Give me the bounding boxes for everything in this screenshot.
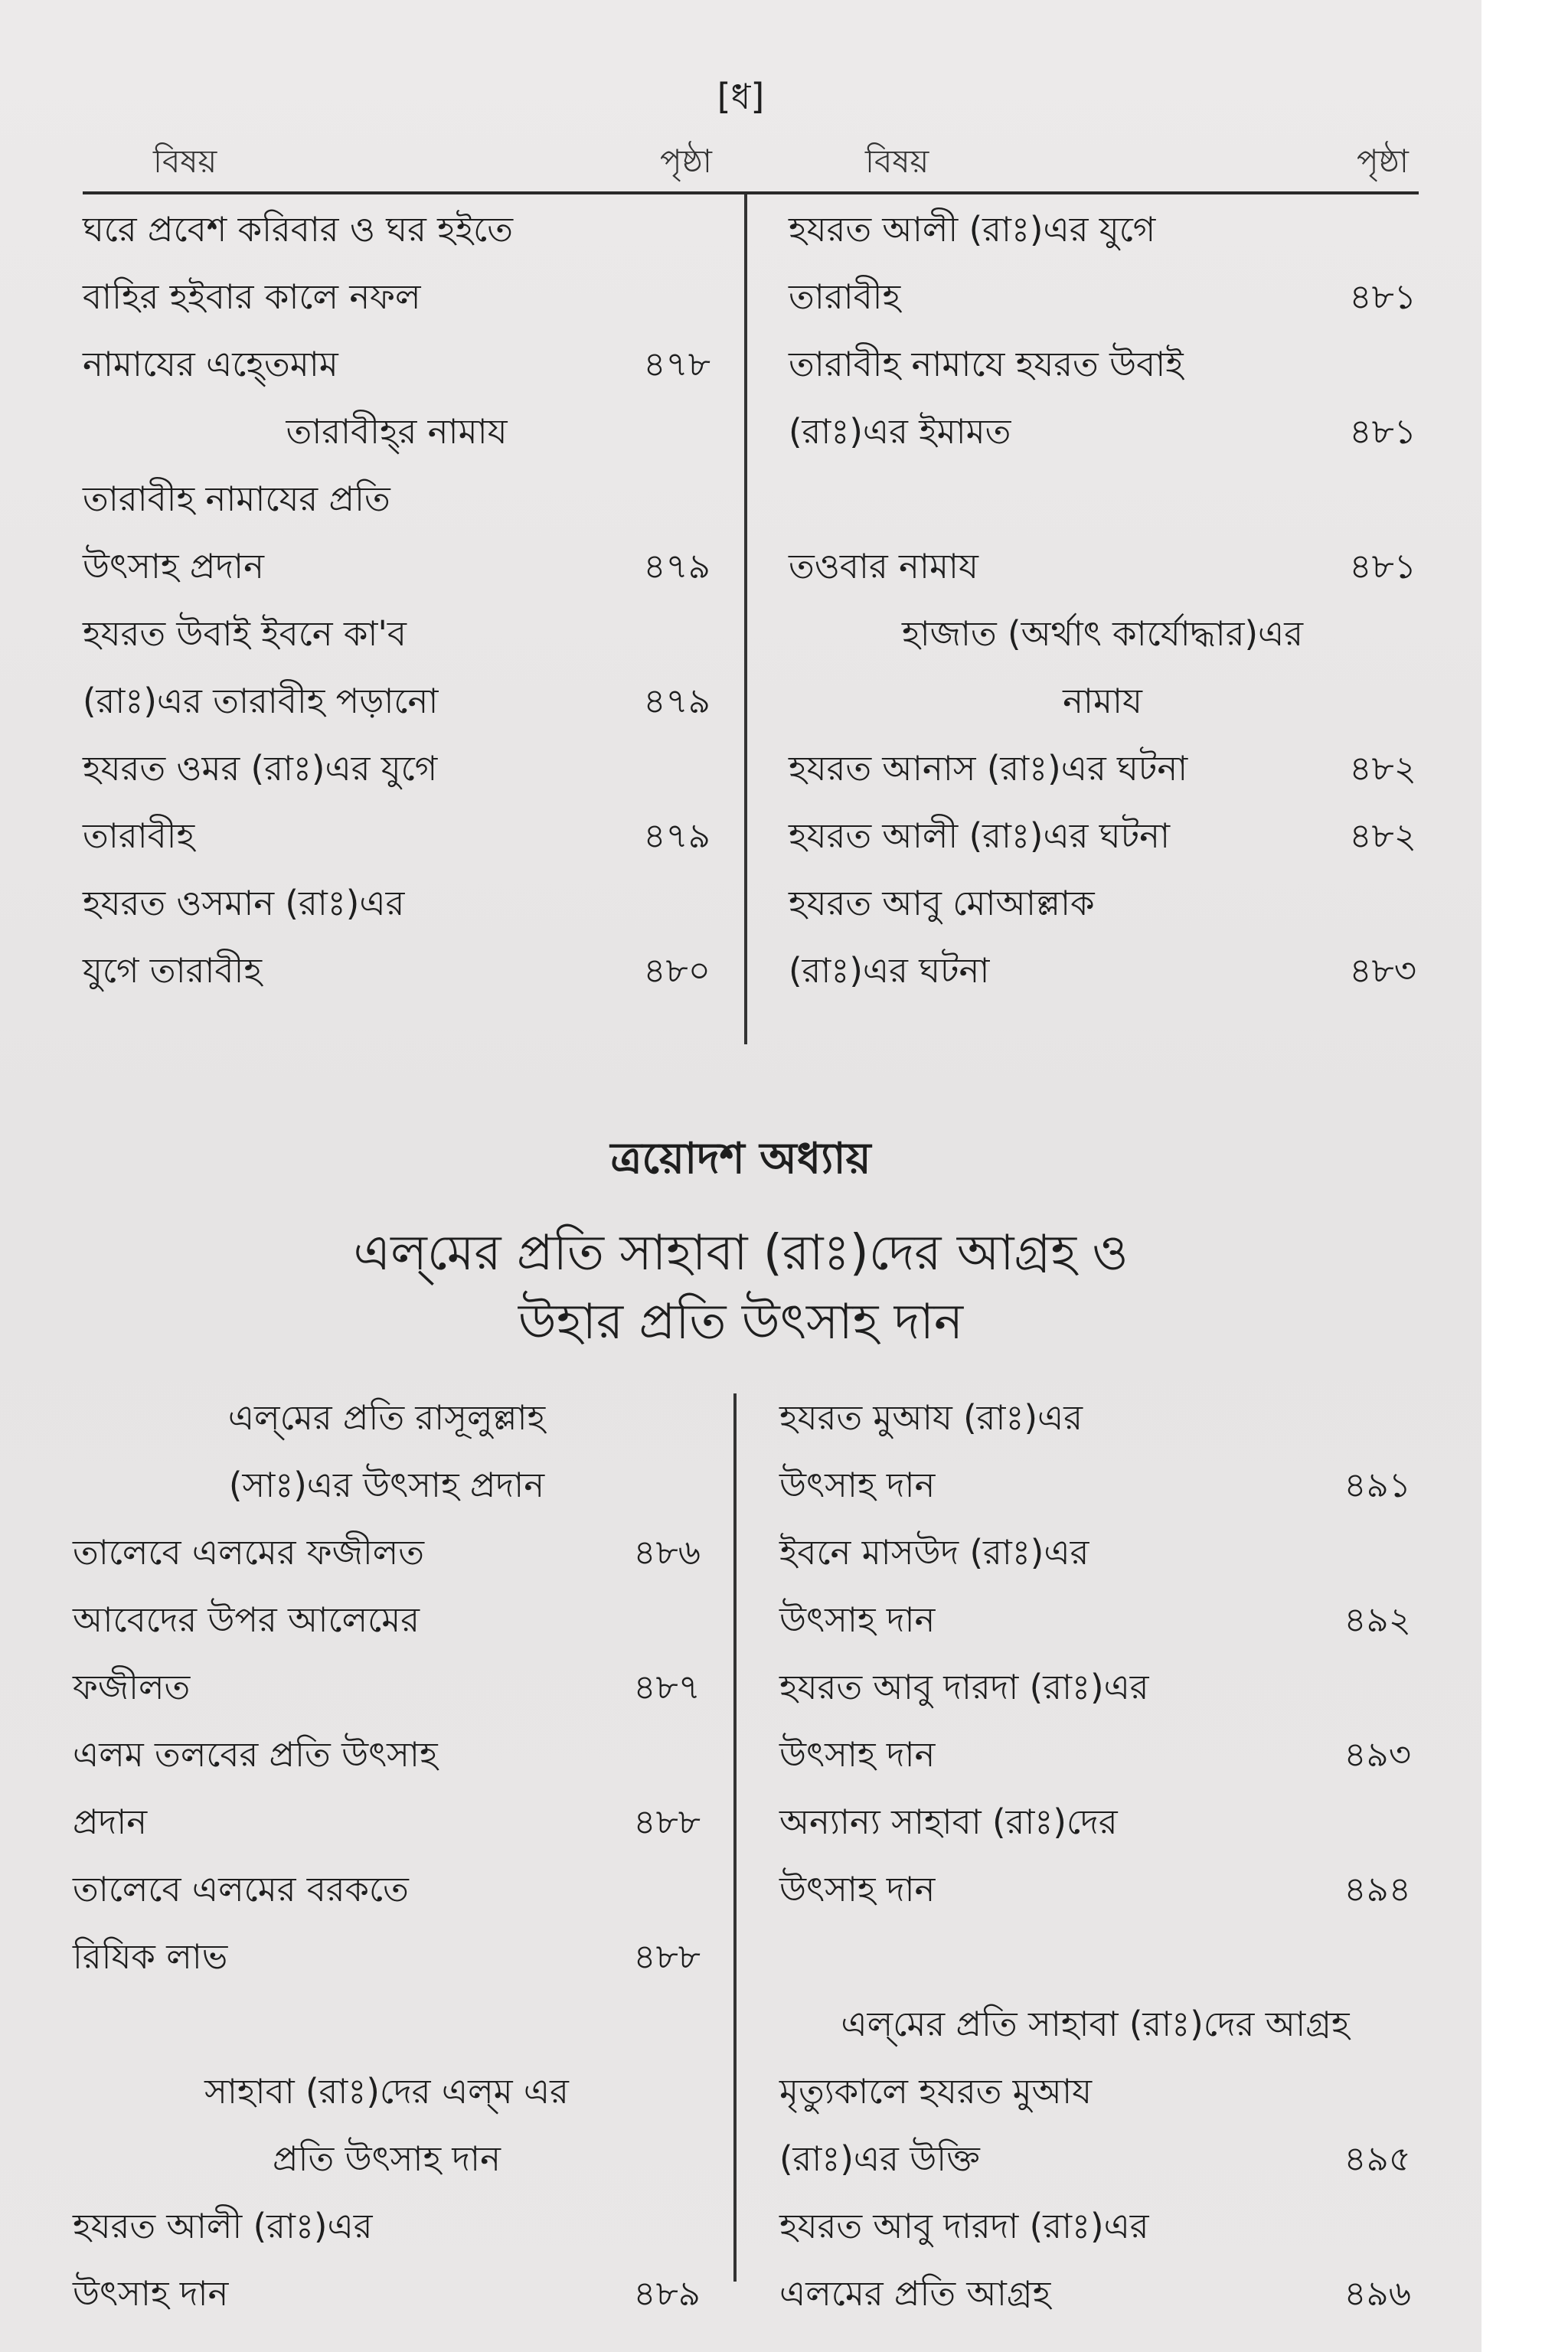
toc-entry xyxy=(789,331,1416,398)
header-rule xyxy=(83,191,1419,194)
toc-entry xyxy=(83,263,710,331)
toc-entry xyxy=(789,398,1416,466)
toc-entry-text: ফজীলত xyxy=(73,1667,191,1707)
toc-entry-text: তারাবীহ নামাযে হযরত উবাই xyxy=(789,344,1184,384)
toc-entry xyxy=(779,1519,1411,1586)
toc-entry-text: হযরত আনাস (রাঃ)এর ঘটনা xyxy=(789,748,1188,789)
toc-entry xyxy=(73,2193,701,2260)
header-left xyxy=(153,136,712,185)
toc-entry-text: ঘরে প্রবেশ করিবার ও ঘর হইতে xyxy=(83,209,514,250)
toc-entry-page: ৪৭৯ xyxy=(643,546,710,586)
chapter-number: ত্রয়োদশ অধ্যায় xyxy=(610,1134,871,1184)
toc-entry-text: হযরত আলী (রাঃ)এর xyxy=(73,2206,373,2246)
toc-entry xyxy=(789,196,1416,263)
toc-entry xyxy=(779,2193,1411,2260)
toc-entry-text: তারাবীহ্‌র নামায xyxy=(286,411,508,452)
toc-entry xyxy=(779,2125,1411,2193)
toc-entry-text: তালেবে এলমের বরকতে xyxy=(73,1869,409,1909)
toc-entry-text: যুগে তারাবীহ xyxy=(83,950,262,991)
toc-entry xyxy=(779,1586,1411,1654)
toc-entry-text: (রাঃ)এর তারাবীহ পড়ানো xyxy=(83,681,439,721)
toc-entry-page: ৪৮৩ xyxy=(1349,950,1416,991)
chapter-title-line2: উহার প্রতি উৎসাহ দান xyxy=(518,1294,964,1351)
toc-entry-text: নামায xyxy=(1063,681,1142,721)
toc-section-heading xyxy=(73,1384,701,1452)
toc-entry-text: তারাবীহ xyxy=(789,276,901,317)
toc-entry-text: হযরত আবু দারদা (রাঃ)এর xyxy=(779,2206,1149,2246)
toc-entry xyxy=(779,1856,1411,1923)
toc-entry xyxy=(789,870,1416,937)
toc-entry-page: ৪৮৮ xyxy=(633,1802,701,1842)
toc-entry-page: ৪৮১ xyxy=(1349,276,1416,317)
toc-entry xyxy=(83,600,710,668)
toc-entry-text: ইবনে মাসউদ (রাঃ)এর xyxy=(779,1532,1089,1573)
toc-entry xyxy=(73,2260,701,2328)
toc-entry xyxy=(779,1788,1411,1856)
toc-entry-page: ৪৮৯ xyxy=(633,2273,701,2314)
toc-entry-page: ৪৯৪ xyxy=(1344,1869,1411,1909)
toc-entry-page: ৪৮৬ xyxy=(633,1532,701,1573)
toc-section-heading xyxy=(83,398,710,466)
toc-entry-page: ৪৯১ xyxy=(1344,1465,1411,1505)
toc-entry-page: ৪৭৮ xyxy=(643,344,710,384)
toc-entry xyxy=(789,263,1416,331)
header-page: পৃষ্ঠা xyxy=(1356,142,1409,180)
toc-entry xyxy=(73,1721,701,1788)
page-label: [ধ] xyxy=(717,76,765,117)
toc-entry-page: ৪৭৯ xyxy=(643,815,710,856)
toc-entry xyxy=(779,1452,1411,1519)
toc-entry xyxy=(779,1654,1411,1721)
toc-entry-text: (রাঃ)এর ইমামত xyxy=(789,411,1011,452)
toc-entry xyxy=(83,668,710,735)
toc-spacer xyxy=(779,1923,1411,1991)
toc-entry-text: হযরত আবু দারদা (রাঃ)এর xyxy=(779,1667,1149,1707)
toc-entry-page: ৪৯৬ xyxy=(1344,2273,1411,2314)
toc-entry xyxy=(83,331,710,398)
chapter-title-line1: এল্‌মের প্রতি সাহাবা (রাঃ)দের আগ্রহ ও xyxy=(353,1225,1129,1282)
toc-entry-text: নামাযের এহ্তেমাম xyxy=(83,344,338,384)
toc-entry xyxy=(779,2260,1411,2328)
toc-entry-text: মৃত্যুকালে হযরত মুআয xyxy=(779,2071,1093,2112)
toc-section-heading xyxy=(779,1991,1411,2058)
toc-entry-text: তারাবীহ xyxy=(83,815,195,856)
toc-entry-text: উৎসাহ প্রদান xyxy=(83,546,264,586)
toc-entry-page: ৪৯৫ xyxy=(1344,2138,1411,2179)
toc-entry-page: ৪৭৯ xyxy=(643,681,710,721)
toc-entry xyxy=(789,937,1416,1004)
toc-entry xyxy=(73,1923,701,1991)
toc-entry-text: হযরত আবু মোআল্লাক xyxy=(789,883,1095,923)
toc-entry-text: হযরত আলী (রাঃ)এর যুগে xyxy=(789,209,1156,250)
toc-entry xyxy=(73,1519,701,1586)
toc-spacer xyxy=(73,1991,701,2058)
toc-entry-text: হযরত ওসমান (রাঃ)এর xyxy=(83,883,405,923)
header-subject: বিষয় xyxy=(153,142,217,180)
toc-entry-text: (রাঃ)এর ঘটনা xyxy=(789,950,990,991)
toc-entry-text: অন্যান্য সাহাবা (রাঃ)দের xyxy=(779,1802,1118,1842)
toc-entry-text: তালেবে এলমের ফজীলত xyxy=(73,1532,425,1573)
toc-entry xyxy=(83,937,710,1004)
toc-entry-text: রিযিক লাভ xyxy=(73,1936,228,1977)
toc-entry xyxy=(73,1654,701,1721)
toc-entry-text: তওবার নামায xyxy=(789,546,978,586)
toc-entry-text: উৎসাহ দান xyxy=(73,2273,229,2314)
toc-entry xyxy=(779,1384,1411,1452)
toc-entry xyxy=(83,533,710,600)
toc-entry xyxy=(73,1856,701,1923)
toc-entry-text: উৎসাহ দান xyxy=(779,1734,936,1775)
toc-column-bottom-right xyxy=(779,1384,1411,2328)
toc-entry-page: ৪৮১ xyxy=(1349,546,1416,586)
toc-entry-text: তারাবীহ নামাযের প্রতি xyxy=(83,479,390,519)
toc-entry xyxy=(779,2058,1411,2125)
toc-entry xyxy=(789,802,1416,870)
toc-entry-page: ৪৮৮ xyxy=(633,1936,701,1977)
toc-entry xyxy=(83,466,710,533)
toc-entry-text: উৎসাহ দান xyxy=(779,1869,936,1909)
toc-entry-text: প্রতি উৎসাহ দান xyxy=(273,2138,501,2179)
toc-column-top-right xyxy=(789,196,1416,1004)
toc-entry xyxy=(789,735,1416,802)
column-divider-top xyxy=(744,194,747,1044)
toc-entry xyxy=(83,802,710,870)
toc-entry xyxy=(789,533,1416,600)
toc-entry-text: এল্‌মের প্রতি সাহাবা (রাঃ)দের আগ্রহ xyxy=(841,2004,1350,2044)
toc-entry-page: ৪৮১ xyxy=(1349,411,1416,452)
toc-entry-page: ৪৮০ xyxy=(643,950,710,991)
toc-entry-text: এল্‌মের প্রতি রাসূলুল্লাহ xyxy=(227,1397,546,1438)
toc-entry-page: ৪৯৩ xyxy=(1344,1734,1411,1775)
toc-entry-text: হাজাত (অর্থাৎ কার্যোদ্ধার)এর xyxy=(901,613,1304,654)
toc-entry-text: সাহাবা (রাঃ)দের এল্‌ম এর xyxy=(204,2071,569,2112)
toc-entry xyxy=(83,870,710,937)
toc-entry-text: প্রদান xyxy=(73,1802,148,1842)
toc-column-top-left xyxy=(83,196,710,1004)
toc-entry xyxy=(779,1721,1411,1788)
toc-section-heading xyxy=(73,2058,701,2125)
toc-entry-text: হযরত আলী (রাঃ)এর ঘটনা xyxy=(789,815,1171,856)
toc-entry xyxy=(73,1586,701,1654)
toc-entry-text: (রাঃ)এর উক্তি xyxy=(779,2138,980,2179)
toc-entry-text: হযরত ওমর (রাঃ)এর যুগে xyxy=(83,748,438,789)
toc-entry-text: উৎসাহ দান xyxy=(779,1599,936,1640)
toc-entry-text: উৎসাহ দান xyxy=(779,1465,936,1505)
header-page: পৃষ্ঠা xyxy=(659,142,712,180)
toc-column-bottom-left xyxy=(73,1384,701,2328)
column-divider-bottom xyxy=(733,1393,737,2282)
toc-entry-text: আবেদের উপর আলেমের xyxy=(73,1599,420,1640)
toc-entry-text: বাহির হইবার কালে নফল xyxy=(83,276,421,317)
toc-entry-text: হযরত মুআয (রাঃ)এর xyxy=(779,1397,1083,1438)
toc-entry-page: ৪৮২ xyxy=(1349,748,1416,789)
toc-entry-page: ৪৮২ xyxy=(1349,815,1416,856)
toc-entry-text: হযরত উবাই ইবনে কা'ব xyxy=(83,613,407,654)
toc-entry-page: ৪৮৭ xyxy=(633,1667,701,1707)
toc-spacer xyxy=(789,466,1416,533)
toc-entry-text: এলমের প্রতি আগ্রহ xyxy=(779,2273,1051,2314)
header-subject: বিষয় xyxy=(865,142,929,180)
toc-section-heading xyxy=(789,668,1416,735)
toc-entry xyxy=(83,735,710,802)
toc-section-heading xyxy=(789,600,1416,668)
toc-section-heading xyxy=(73,1452,701,1519)
toc-section-heading xyxy=(73,2125,701,2193)
toc-entry-page: ৪৯২ xyxy=(1344,1599,1411,1640)
toc-entry xyxy=(83,196,710,263)
toc-entry xyxy=(73,1788,701,1856)
toc-entry-text: (সাঃ)এর উৎসাহ প্রদান xyxy=(228,1465,545,1505)
toc-entry-text: এলম তলবের প্রতি উৎসাহ xyxy=(73,1734,438,1775)
header-right xyxy=(865,136,1409,185)
